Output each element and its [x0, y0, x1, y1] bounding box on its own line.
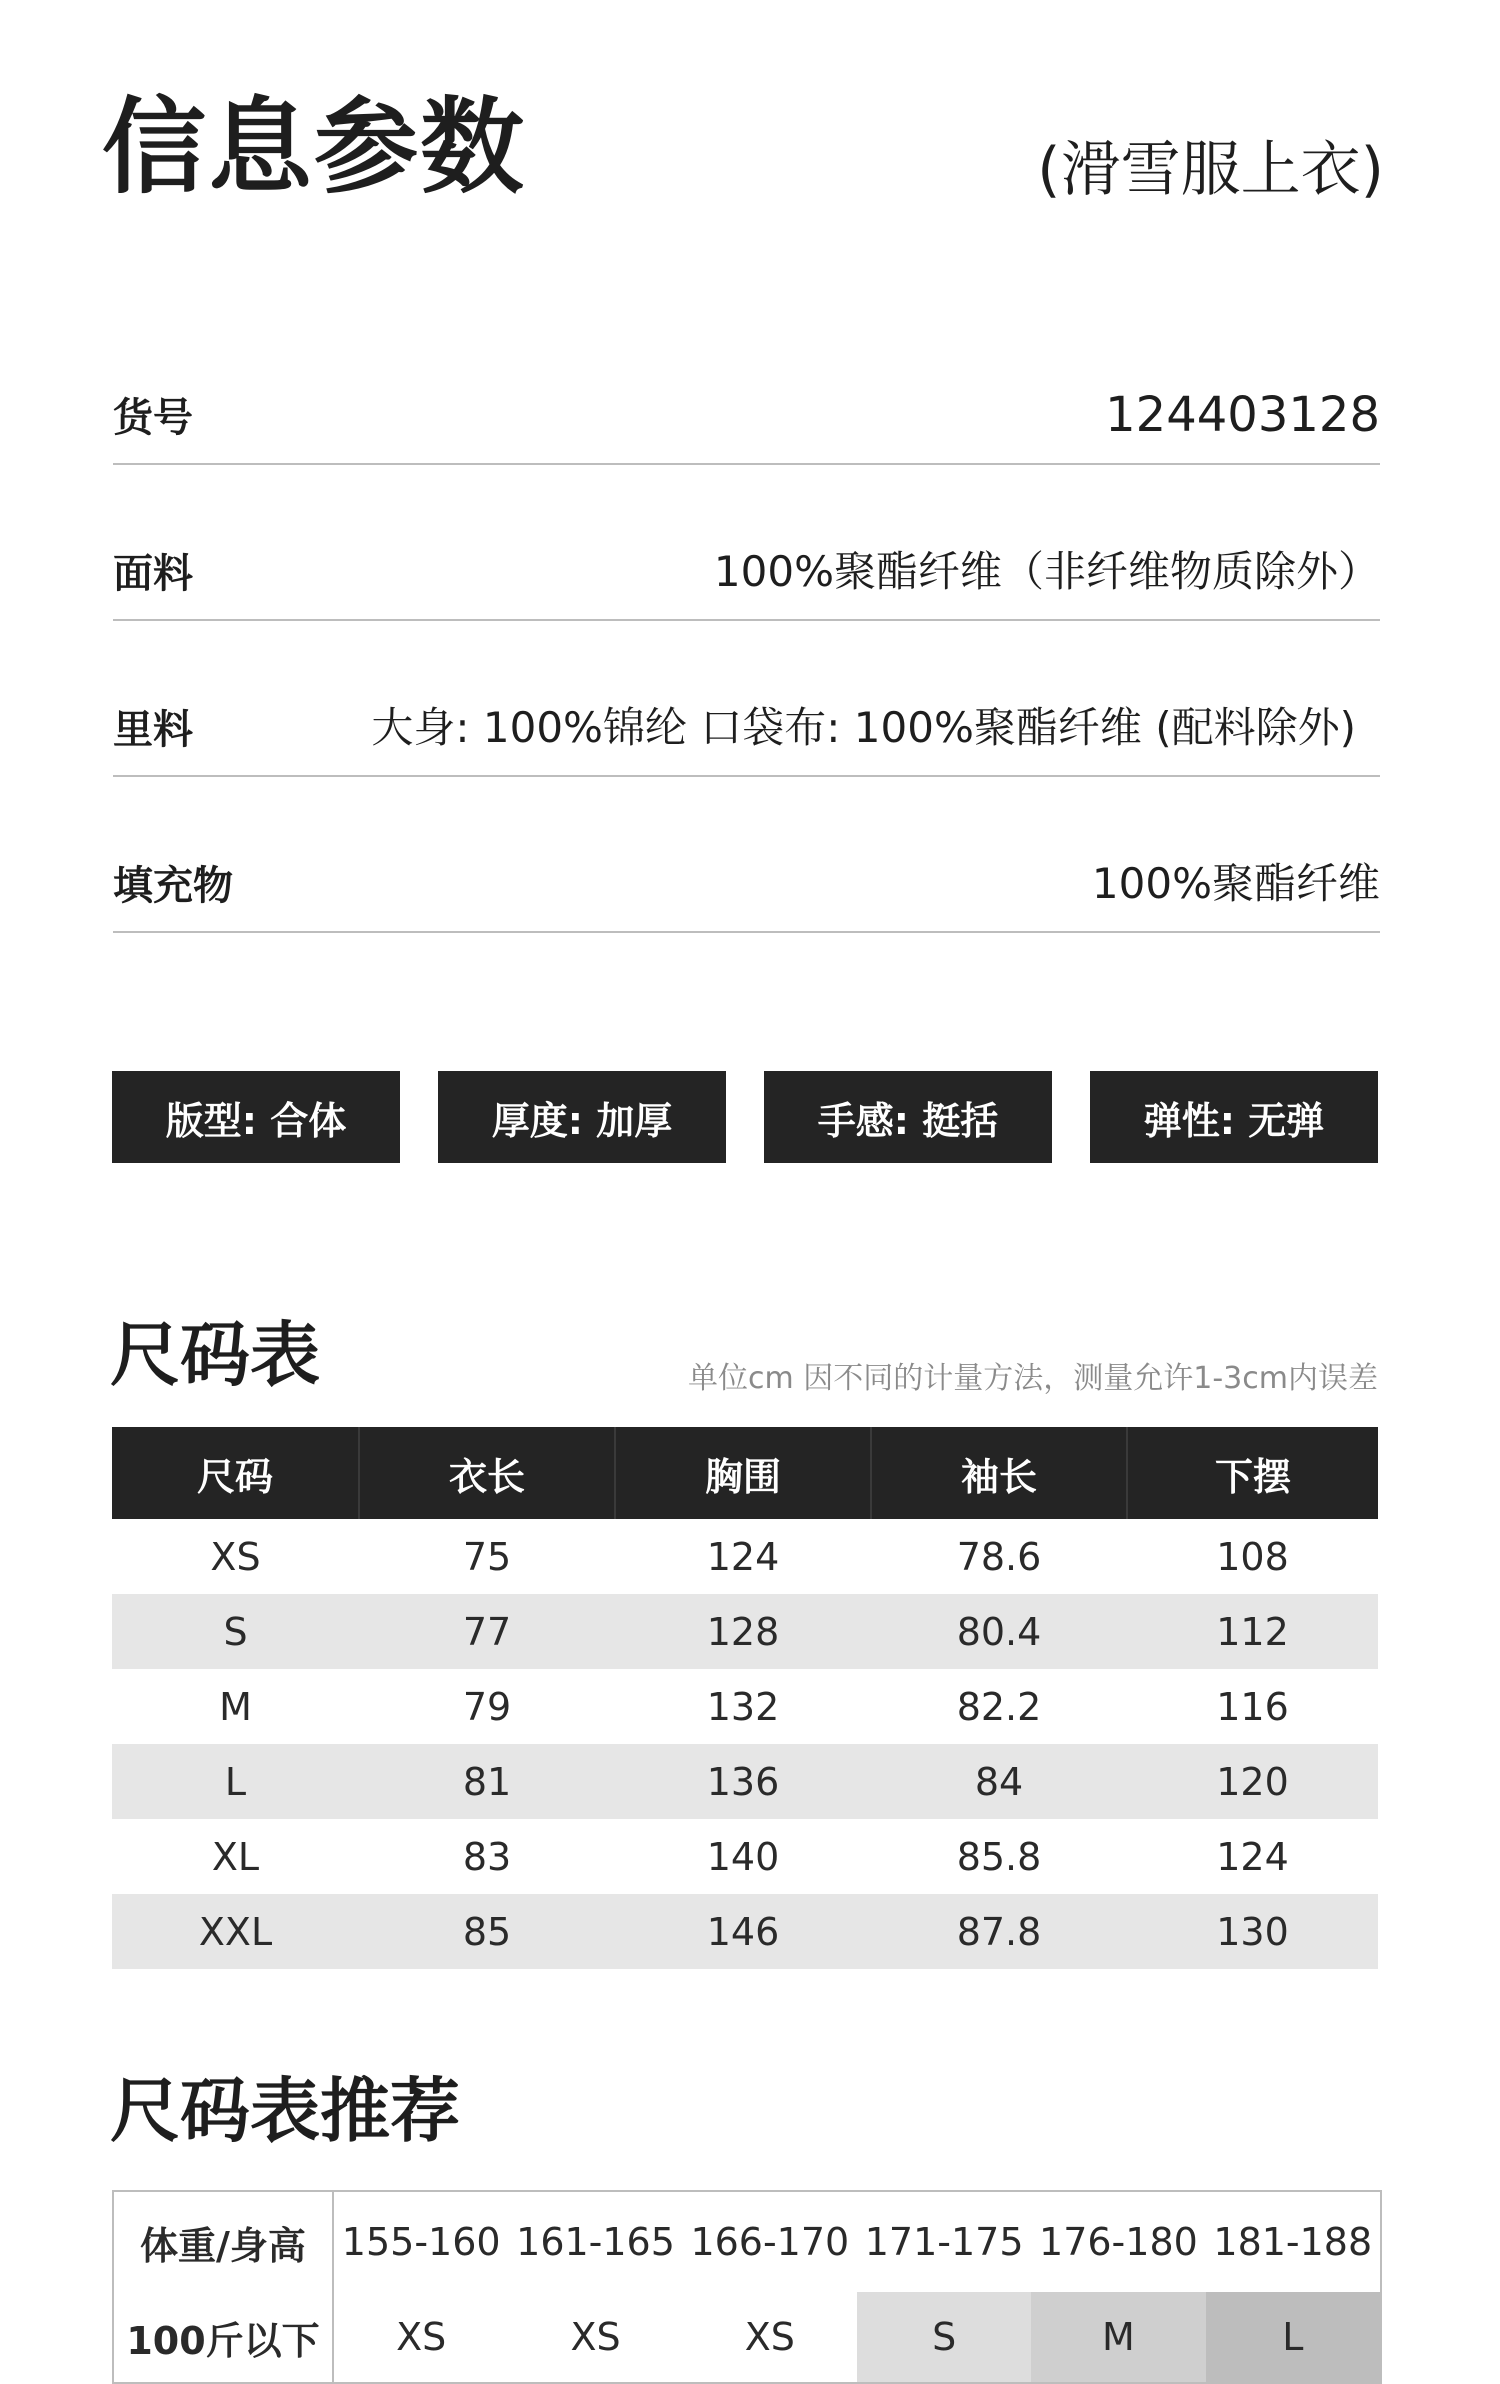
cell: 79	[462, 1684, 512, 1729]
table-row	[112, 1519, 1378, 1594]
cell: L	[112, 1744, 359, 1819]
cell: 130	[1127, 1894, 1378, 1969]
spec-row-fabric	[113, 463, 1380, 621]
tag-thickness: 厚度: 加厚	[438, 1071, 726, 1163]
spec-row-lining	[113, 619, 1380, 777]
product-type-label: (滑雪服上衣)	[1037, 135, 1384, 205]
table-row	[112, 1819, 1378, 1894]
recommended-size: XS	[570, 2315, 621, 2359]
size-table-header	[112, 1427, 1378, 1519]
tag-hand-feel: 手感: 挺括	[764, 1071, 1052, 1163]
measurement-note: 单位cm 因不同的计量方法，测量允许1-3cm内误差	[688, 1361, 1378, 1396]
header-length: 衣长	[359, 1427, 615, 1519]
size-table	[112, 1427, 1378, 1969]
header-chest: 胸围	[615, 1427, 871, 1519]
cell: 128	[615, 1594, 871, 1669]
cell: 78.6	[956, 1534, 1042, 1579]
cell: XS	[210, 1534, 261, 1579]
recommended-size: M	[1031, 2292, 1205, 2383]
spec-label: 里料	[113, 707, 193, 753]
cell: XXL	[112, 1894, 359, 1969]
cell: 136	[615, 1744, 871, 1819]
header-sleeve: 袖长	[871, 1427, 1127, 1519]
table-row	[112, 1894, 1378, 1969]
cell: 81	[359, 1744, 615, 1819]
cell: 116	[1216, 1684, 1289, 1729]
recommendation-title: 尺码表推荐	[110, 2070, 460, 2152]
table-row	[112, 1594, 1378, 1669]
recommended-size: XS	[744, 2315, 795, 2359]
tag-elasticity: 弹性: 无弹	[1090, 1071, 1378, 1163]
spec-label: 填充物	[113, 863, 233, 909]
table-row	[112, 1669, 1378, 1744]
page-title: 信息参数	[102, 86, 527, 208]
height-range: 171-175	[864, 2220, 1024, 2264]
tag-fit: 版型: 合体	[112, 1071, 400, 1163]
cell: 84	[871, 1744, 1127, 1819]
table-row	[112, 1744, 1378, 1819]
spec-value: 大身: 100%锦纶 口袋布: 100%聚酯纤维 (配料除外)	[371, 703, 1356, 752]
recommended-size: S	[857, 2292, 1031, 2383]
cell: 85.8	[956, 1834, 1042, 1879]
height-range: 166-170	[690, 2220, 850, 2264]
header-size: 尺码	[112, 1427, 359, 1519]
recommendation-table	[112, 2190, 1382, 2384]
cell: 77	[359, 1594, 615, 1669]
header-hem: 下摆	[1127, 1427, 1378, 1519]
cell: S	[112, 1594, 359, 1669]
cell: 124	[706, 1534, 780, 1579]
recommended-size: XS	[396, 2315, 447, 2359]
attribute-tags	[112, 1071, 1378, 1163]
weight-height-label: 体重/身高	[113, 2191, 333, 2292]
spec-row-filling	[113, 775, 1380, 933]
height-range: 155-160	[341, 2220, 501, 2264]
cell: 140	[706, 1834, 780, 1879]
spec-value: 124403128	[1105, 387, 1380, 443]
cell: M	[219, 1684, 252, 1729]
cell: 82.2	[956, 1684, 1042, 1729]
height-range: 176-180	[1039, 2220, 1198, 2264]
cell: 83	[462, 1834, 512, 1879]
cell: 80.4	[871, 1594, 1127, 1669]
spec-label: 面料	[113, 551, 193, 597]
cell: 75	[462, 1534, 512, 1579]
spec-value: 100%聚酯纤维（非纤维物质除外）	[713, 547, 1380, 596]
cell: 146	[615, 1894, 871, 1969]
cell: XL	[211, 1834, 260, 1879]
recommendation-header-row	[113, 2191, 1381, 2292]
recommended-size: L	[1206, 2292, 1381, 2383]
recommendation-row	[113, 2292, 1381, 2383]
spec-value: 100%聚酯纤维	[1091, 859, 1380, 908]
height-range: 161-165	[516, 2220, 675, 2264]
cell: 85	[359, 1894, 615, 1969]
size-chart-title: 尺码表	[110, 1314, 320, 1396]
cell: 124	[1216, 1834, 1289, 1879]
cell: 132	[706, 1684, 780, 1729]
weight-label: 100斤以下	[113, 2292, 333, 2383]
height-range: 181-188	[1213, 2220, 1373, 2264]
cell: 120	[1127, 1744, 1378, 1819]
spec-label: 货号	[113, 395, 193, 441]
cell: 112	[1127, 1594, 1378, 1669]
spec-row-item-number	[113, 307, 1380, 465]
cell: 108	[1216, 1534, 1289, 1579]
cell: 87.8	[871, 1894, 1127, 1969]
